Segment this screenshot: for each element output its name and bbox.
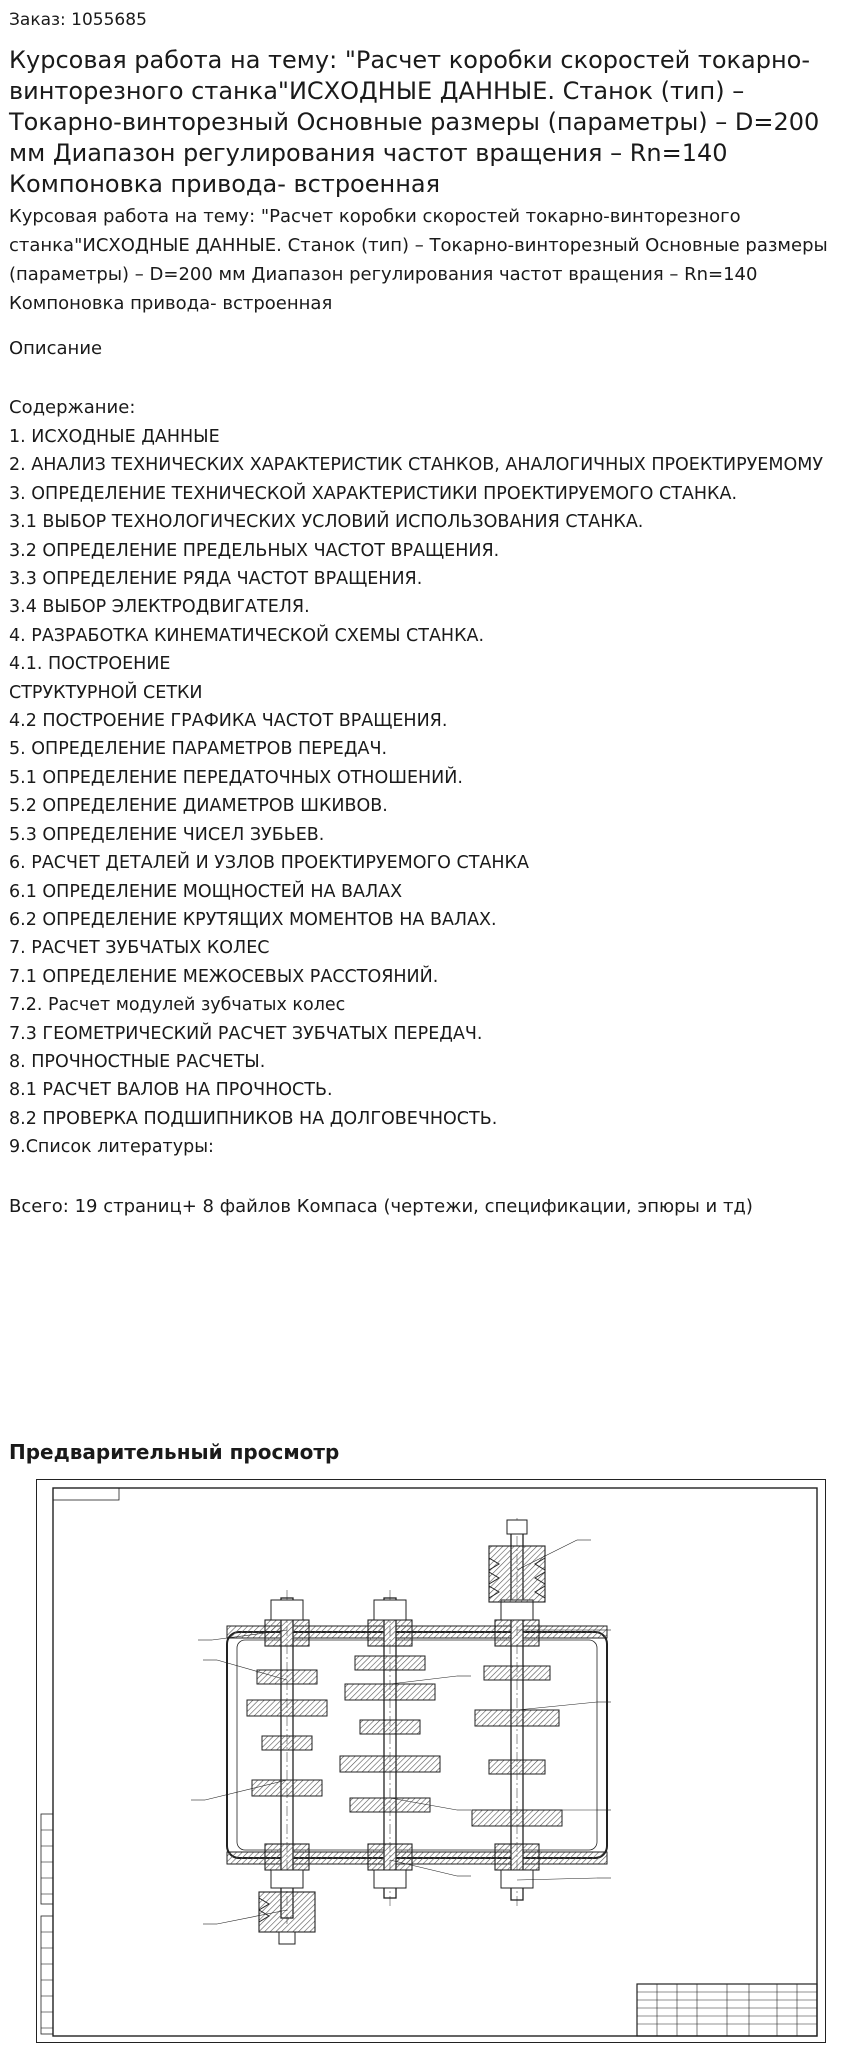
gear [252,1780,322,1796]
toc-item: 3. ОПРЕДЕЛЕНИЕ ТЕХНИЧЕСКОЙ ХАРАКТЕРИСТИКИ ПРОЕКТИРУЕМОГО СТАНКА. [9,483,738,504]
gear [484,1666,550,1680]
bearing-cap [495,1844,539,1870]
gear [340,1756,440,1772]
nut [507,1520,527,1534]
bearing [374,1870,406,1888]
toc-item: 4.2 ПОСТРОЕНИЕ ГРАФИКА ЧАСТОТ ВРАЩЕНИЯ. [9,711,448,732]
toc-item: 4.1. ПОСТРОЕНИЕ [9,654,171,675]
toc-item: 5. ОПРЕДЕЛЕНИЕ ПАРАМЕТРОВ ПЕРЕДАЧ. [9,739,388,760]
nut [279,1932,295,1944]
toc-item: 3.3 ОПРЕДЕЛЕНИЕ РЯДА ЧАСТОТ ВРАЩЕНИЯ. [9,569,423,590]
toc-item: 6.2 ОПРЕДЕЛЕНИЕ КРУТЯЩИХ МОМЕНТОВ НА ВАЛАХ. [9,909,497,930]
pulley [489,1546,545,1602]
toc-item: 5.3 ОПРЕДЕЛЕНИЕ ЧИСЕЛ ЗУБЬЕВ. [9,824,325,845]
toc-item: 4. РАЗРАБОТКА КИНЕМАТИЧЕСКОЙ СХЕМЫ СТАНКА. [9,625,485,646]
toc-item: 8.1 РАСЧЕТ ВАЛОВ НА ПРОЧНОСТЬ. [9,1080,333,1101]
leader-line [390,1676,457,1684]
toc-item: СТРУКТУРНОЙ СЕТКИ [9,682,203,703]
leader-line [517,1702,597,1710]
pulley [259,1892,315,1932]
bearing [374,1600,406,1620]
total-pages-note: Всего: 19 страниц+ 8 файлов Компаса (чертежи, спецификации, эпюры и тд) [9,1195,753,1217]
bearing [501,1600,533,1620]
toc-item: 7. РАСЧЕТ ЗУБЧАТЫХ КОЛЕС [9,938,270,959]
gear [262,1736,312,1750]
gear [475,1710,559,1726]
toc-item: 8.2 ПРОВЕРКА ПОДШИПНИКОВ НА ДОЛГОВЕЧНОСТЬ. [9,1108,498,1129]
left-strip [41,1916,53,2034]
bearing [501,1870,533,1888]
gear [472,1810,562,1826]
left-strip [41,1814,53,1904]
gear [489,1760,545,1774]
description-label: Описание [9,338,103,359]
preview-image [36,1479,826,2043]
toc-item: 3.2 ОПРЕДЕЛЕНИЕ ПРЕДЕЛЬНЫХ ЧАСТОТ ВРАЩЕНИЯ. [9,540,500,561]
toc-item: 7.1 ОПРЕДЕЛЕНИЕ МЕЖОСЕВЫХ РАССТОЯНИЙ. [9,966,439,987]
toc-item: 9.Список литературы: [9,1137,214,1158]
preview-heading: Предварительный просмотр [9,1440,340,1464]
toc-item: 6. РАСЧЕТ ДЕТАЛЕЙ И УЗЛОВ ПРОЕКТИРУЕМОГО СТАНКА [9,853,529,874]
gear [247,1700,327,1716]
toc-item: 2. АНАЛИЗ ТЕХНИЧЕСКИХ ХАРАКТЕРИСТИК СТАНКОВ, АНАЛОГИЧНЫХ ПРОЕКТИРУЕМОМУ [9,455,823,476]
toc-item: 1. ИСХОДНЫЕ ДАННЫЕ [9,427,220,447]
toc-item: 5.2 ОПРЕДЕЛЕНИЕ ДИАМЕТРОВ ШКИВОВ. [9,796,388,817]
toc-item: 8. ПРОЧНОСТНЫЕ РАСЧЕТЫ. [9,1051,266,1072]
toc-item: 7.2. Расчет модулей зубчатых колес [9,995,346,1016]
toc-item: 3.1 ВЫБОР ТЕХНОЛОГИЧЕСКИХ УСЛОВИЙ ИСПОЛЬЗОВАНИЯ СТАНКА. [9,512,644,533]
contents-heading: Содержание: [9,397,136,418]
gear [350,1798,430,1812]
table-of-contents [9,423,839,1162]
toc-item: 7.3 ГЕОМЕТРИЧЕСКИЙ РАСЧЕТ ЗУБЧАТЫХ ПЕРЕДАЧ. [9,1023,483,1044]
bearing-cap [265,1620,309,1646]
bearing-cap [368,1844,412,1870]
work-summary: Курсовая работа на тему: "Расчет коробки скоростей токарно-винторезного станка"ИСХОДНЫЕ ДАННЫЕ. Станок (тип) – Токарно-винторезный Основные размеры (параметры) – D=200 мм Диапазон регулирования частот вращения – Rn=140 Компоновка привода- встроенная [9,206,828,314]
bearing [271,1870,303,1888]
toc-item: 5.1 ОПРЕДЕЛЕНИЕ ПЕРЕДАТОЧНЫХ ОТНОШЕНИЙ. [9,767,463,788]
bearing-cap [265,1844,309,1870]
gear [345,1684,435,1700]
corner-stamp [53,1488,119,1500]
gearbox-drawing-icon [37,1480,825,2042]
bearing-cap [495,1620,539,1646]
gear [360,1720,420,1734]
toc-item: 3.4 ВЫБОР ЭЛЕКТРОДВИГАТЕЛЯ. [9,597,310,618]
toc-item: 6.1 ОПРЕДЕЛЕНИЕ МОЩНОСТЕЙ НА ВАЛАХ [9,881,403,902]
gear [355,1656,425,1670]
order-number: Заказ: 1055685 [9,10,147,30]
gear [257,1670,317,1684]
bearing [271,1600,303,1620]
bearing-cap [368,1620,412,1646]
page-title: Курсовая работа на тему: "Расчет коробки скоростей токарно-винторезного станка"ИСХОДНЫЕ ДАННЫЕ. Станок (тип) – Токарно-винторезный Основные размеры (параметры) – D=200 мм Диапазон регулирования частот вращения – Rn=140 Компоновка привода- встроенная [9,46,820,198]
document-content [9,0,839,1219]
